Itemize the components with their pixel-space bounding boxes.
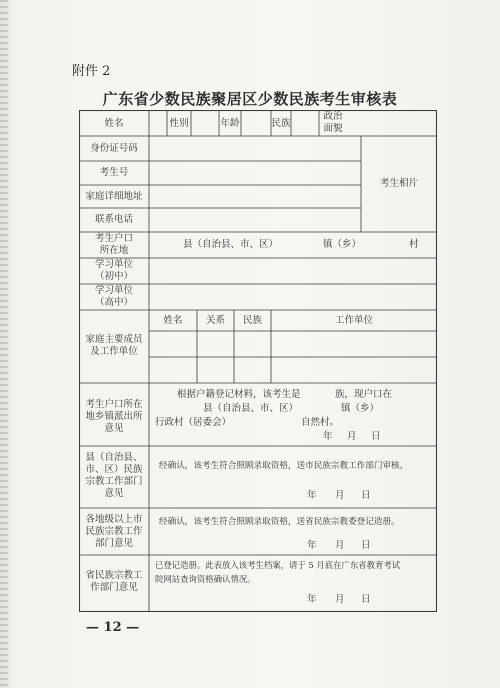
name-label: 姓名 — [104, 118, 124, 129]
police-text-2a: 县（自治县、市、区） — [203, 403, 299, 414]
county-label-1: 县（自治县、 — [85, 452, 143, 463]
family-label-1: 家庭主要成员 — [85, 334, 143, 345]
attachment-label: 附件 2 — [72, 64, 111, 79]
province-date-day: 日 — [361, 594, 371, 605]
county-date-month: 月 — [335, 490, 345, 501]
phone-label: 联系电话 — [94, 214, 133, 225]
id-number-label: 身份证号码 — [90, 143, 138, 154]
police-text-3a: 行政村（居委会） — [155, 417, 232, 428]
school-senior-label-2: （高中） — [94, 297, 133, 308]
province-label-2: 作部门意见 — [90, 582, 138, 593]
county-date-year: 年 — [307, 490, 317, 501]
city-label-1: 各地级以上市 — [85, 514, 143, 525]
page-number: — 12 — — [86, 620, 140, 635]
family-ethnicity-header: 民族 — [242, 315, 262, 326]
address-label: 家庭详细地址 — [85, 191, 143, 202]
police-text-1b: 族，现户口在 — [335, 389, 393, 400]
police-date-year: 年 — [323, 431, 333, 442]
county-date-day: 日 — [361, 490, 371, 501]
province-label-1: 省民族宗教工 — [85, 570, 143, 581]
police-label-2: 地乡镇派出所 — [85, 411, 143, 422]
household-label-2: 所在地 — [99, 245, 129, 256]
household-town: 镇（乡） — [323, 239, 362, 250]
police-date-day: 日 — [371, 431, 381, 442]
city-label-3: 部门意见 — [94, 538, 133, 549]
police-date-month: 月 — [347, 431, 357, 442]
school-senior-label-1: 学习单位 — [94, 285, 133, 296]
form-title: 广东省少数民族聚居区少数民族考生审核表 — [102, 90, 398, 108]
exam-number-label: 考生号 — [99, 167, 129, 178]
province-date-year: 年 — [307, 594, 317, 605]
police-label-1: 考生户口所在 — [85, 399, 143, 410]
county-opinion-text: 经确认，该考生符合照顾录取资格，送市民族宗教工作部门审核。 — [159, 461, 409, 471]
family-relation-header: 关系 — [205, 315, 225, 326]
province-opinion-text-1: 已登记造册。此表放入该考生档案，请于 5 月底在广东省教育考试 — [155, 560, 401, 570]
city-date-year: 年 — [307, 540, 317, 551]
family-work-unit-header: 工作单位 — [334, 315, 373, 326]
county-label-3: 宗教工作部门 — [85, 476, 143, 487]
household-county: 县（自治县、市、区） — [183, 239, 279, 250]
ethnicity-label: 民族 — [271, 118, 291, 129]
county-label-4: 意见 — [104, 488, 124, 499]
age-label: 年龄 — [220, 118, 240, 129]
family-label-2: 及工作单位 — [90, 346, 138, 357]
review-form-table — [79, 110, 437, 612]
police-text-3b: 自然村。 — [301, 417, 340, 428]
county-label-2: 市、区）民族 — [85, 464, 143, 475]
school-junior-label-1: 学习单位 — [94, 259, 133, 270]
police-text-2b: 镇（乡） — [341, 403, 380, 414]
province-date-month: 月 — [335, 594, 345, 605]
police-text-1a: 根据户籍登记材料，该考生是 — [177, 389, 301, 400]
province-opinion-text-2: 院网站查询资格确认情况。 — [155, 574, 256, 584]
political-status-label-1: 政治 — [323, 111, 343, 122]
city-label-2: 民族宗教工作 — [85, 526, 143, 537]
photo-label: 考生相片 — [379, 178, 418, 189]
family-name-header: 姓名 — [163, 315, 183, 326]
city-opinion-text: 经确认，该考生符合照顾录取资格，送省民族宗教委登记造册。 — [159, 517, 400, 527]
household-village: 村 — [409, 239, 419, 250]
household-label-1: 考生户口 — [94, 233, 133, 244]
police-label-3: 意见 — [104, 423, 124, 434]
city-date-day: 日 — [361, 540, 371, 551]
political-status-label-2: 面貌 — [323, 123, 343, 134]
gender-label: 性别 — [169, 118, 189, 129]
school-junior-label-2: （初中） — [94, 271, 133, 282]
city-date-month: 月 — [335, 540, 345, 551]
